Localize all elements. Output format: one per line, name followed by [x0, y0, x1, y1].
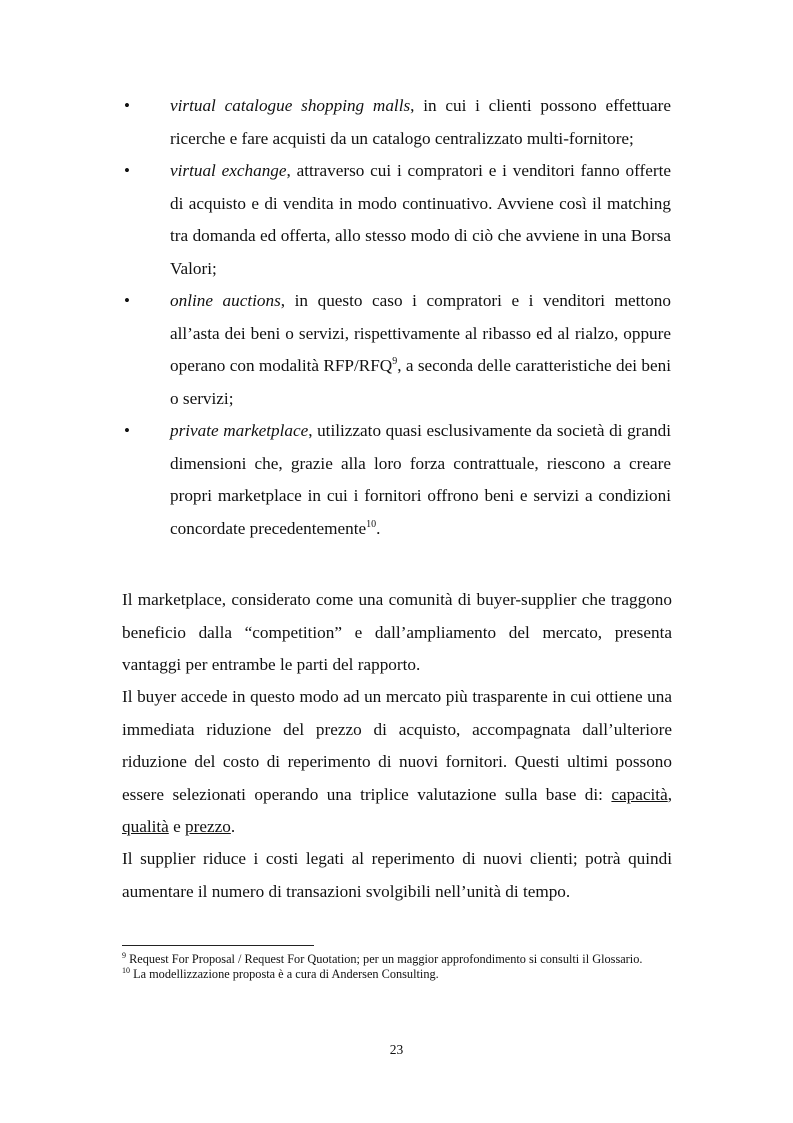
bullet-list — [0, 90, 793, 545]
footnotes — [122, 952, 672, 982]
bullet-term: virtual catalogue shopping malls — [170, 96, 411, 115]
paragraph-text: Il buyer accede in questo modo ad un mercato più trasparente in cui ottiene una immediata riduzione del prezzo di acquisto, accompagnata dall’ulteriore riduzione del costo di reperimento di nuovi fornitori. Questi ultimi possono essere selezionati operando una triplice valutazione sulla base di: — [122, 687, 672, 804]
bullet-text: , in cui i clienti possono effettuare ricerche e fare acquisti da un catalogo centralizzato multi-fornitore; — [170, 96, 671, 148]
bullet-dot-icon: • — [124, 421, 130, 440]
bullet-term: private marketplace — [170, 421, 309, 440]
footnote-ref[interactable]: 9 — [392, 356, 398, 367]
bullet-dot-icon: • — [124, 96, 130, 115]
bullet-dot-icon: • — [124, 291, 130, 310]
bullet-term: online auctions — [170, 291, 281, 310]
underlined-term: qualità — [122, 817, 169, 836]
footnote-divider — [122, 945, 314, 946]
paragraph-end: . — [230, 817, 236, 836]
footnote-number: 10 — [122, 966, 130, 975]
footnote-number: 9 — [122, 951, 126, 960]
body-paragraph: Il marketplace, considerato come una comunità di buyer-supplier che traggono beneficio dalla “competition” e dall’ampliamento del mercato, presenta vantaggi per entrambe le parti del rapporto. — [122, 590, 672, 674]
footnote-text: La modellizzazione proposta è a cura di Andersen Consulting. — [130, 967, 439, 981]
footnote — [122, 952, 672, 967]
footnote-ref[interactable]: 10 — [366, 518, 377, 530]
bullet-item — [0, 285, 671, 415]
body-paragraph — [122, 681, 672, 844]
bullet-text-end: . — [376, 518, 381, 538]
bullet-item — [0, 90, 671, 155]
page-number: 23 — [389, 1042, 404, 1057]
bullet-text: , in questo caso i compratori e i venditori mettono all’asta dei beni o servizi, rispettivamente al ribasso ed al rialzo, oppure operano con modalità RFP/RFQ — [170, 291, 671, 375]
bullet-term: virtual exchange — [170, 161, 287, 180]
bullet-text: , attraverso cui i compratori e i venditori fanno offerte di acquisto e di vendita in modo continuativo. Avviene così il matching tra domanda ed offerta, allo stesso modo di ciò che avviene in una Borsa Valori; — [170, 161, 671, 278]
footnote-text: Request For Proposal / Request For Quotation; per un maggior approfondimento si consulti il Glossario. — [126, 952, 643, 966]
underlined-term: capacità — [611, 784, 668, 804]
bullet-text: , utilizzato quasi esclusivamente da società di grandi dimensioni che, grazie alla loro forza contrattuale, riescono a creare propri marketplace in cui i fornitori offrono beni e servizi a condizioni concordate precedentemente — [170, 421, 671, 538]
separator: , — [667, 784, 672, 804]
bullet-item — [0, 415, 671, 545]
footnote — [122, 967, 672, 982]
bullet-text-end: , a seconda delle caratteristiche dei beni o servizi; — [170, 356, 671, 408]
bullet-item — [0, 155, 671, 285]
underlined-term: prezzo — [185, 817, 231, 836]
body-paragraph: Il supplier riduce i costi legati al reperimento di nuovi clienti; potrà quindi aumentare il numero di transazioni svolgibili nell’unità di tempo. — [122, 849, 672, 901]
bullet-dot-icon: • — [124, 161, 130, 180]
separator: e — [168, 817, 186, 836]
